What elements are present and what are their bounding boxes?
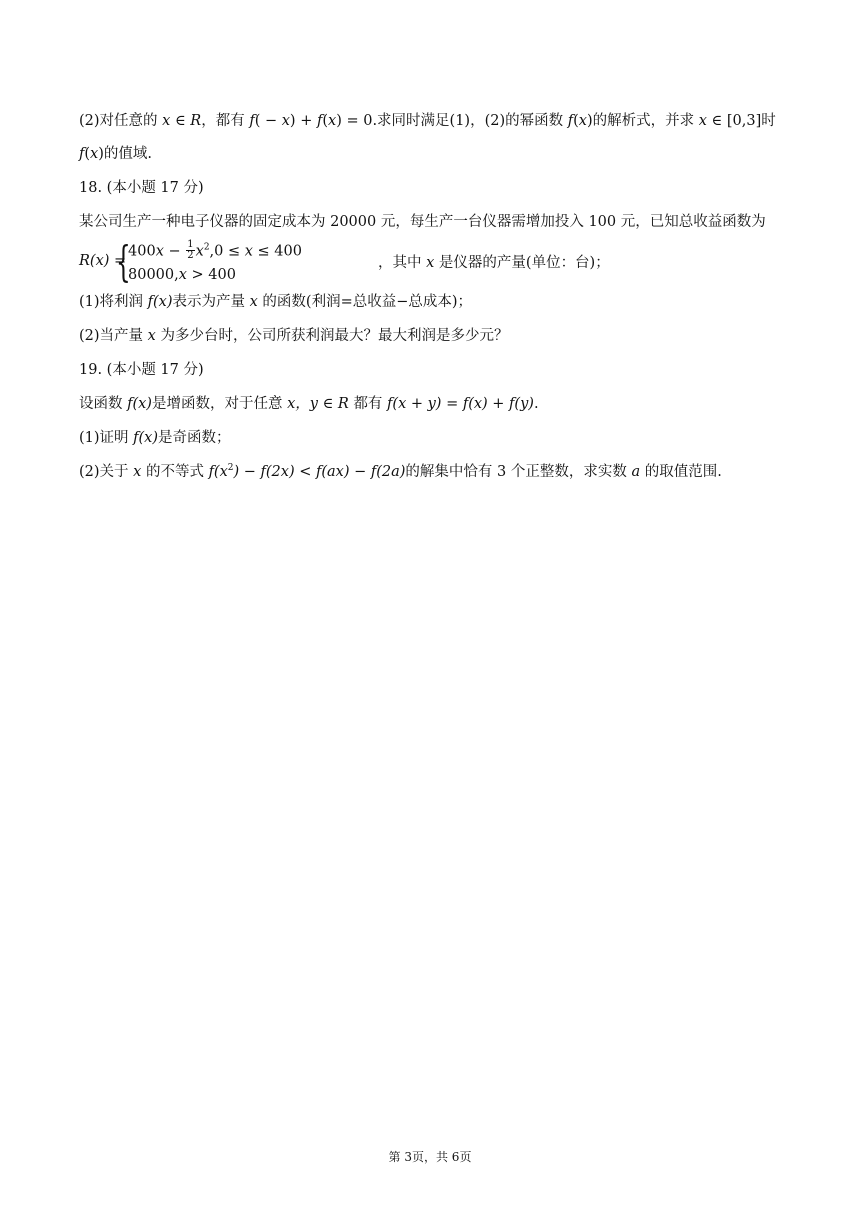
q19-part2: (2)关于 x 的不等式 $f(x^2) - f(2x) < f(ax) - f(2a)$的解集中恰有 3 个正整数，求实数 a 的取值范围. [79,463,722,480]
q18-part1: (1)将利润 f(x)表示为产量 x 的函数(利润=总收益−总成本)； [79,294,473,310]
q17-part2-line1: (2)对任意的 x ∈ R，都有 f( − x) + f(x) = 0.求同时满足(1)，(2)的幂函数 f(x)的解析式，并求 x ∈ [0,3]时 [79,113,776,129]
page-footer: 第 3页，共 6页 [388,1150,472,1164]
q18-definition-tail: ，其中 x 是仪器的产量(单位：台)； [378,255,610,271]
q18-part2: (2)当产量 x 为多少台时，公司所获利润最大？最大利润是多少元？ [79,328,509,344]
q18-case-1: 400x − $\frac{1}{2}$ $x^2,0 \le x \le 400$ [128,239,302,261]
fraction-one-half: $\frac{1}{2}$ [187,239,194,261]
q19-heading: 19. (本小题 17 分) [79,362,204,378]
q18-intro: 某公司生产一种电子仪器的固定成本为 20000 元，每生产一台仪器需增加投入 100 元，已知总收益函数为 [79,214,766,230]
q17-part2-line2: f(x)的值域. [79,146,153,162]
q18-heading: 18. (本小题 17 分) [79,180,204,196]
q18-lhs: R(x) = [79,253,127,269]
q19-intro: 设函数 f(x)是增函数，对于任意 x，y ∈ R 都有 f(x + y) = f(x) + f(y). [79,396,539,412]
q18-case-2: 80000,x > 400 [128,267,236,283]
q19-part1: (1)证明 f(x)是奇函数； [79,430,231,446]
left-brace-icon: { [116,237,131,286]
